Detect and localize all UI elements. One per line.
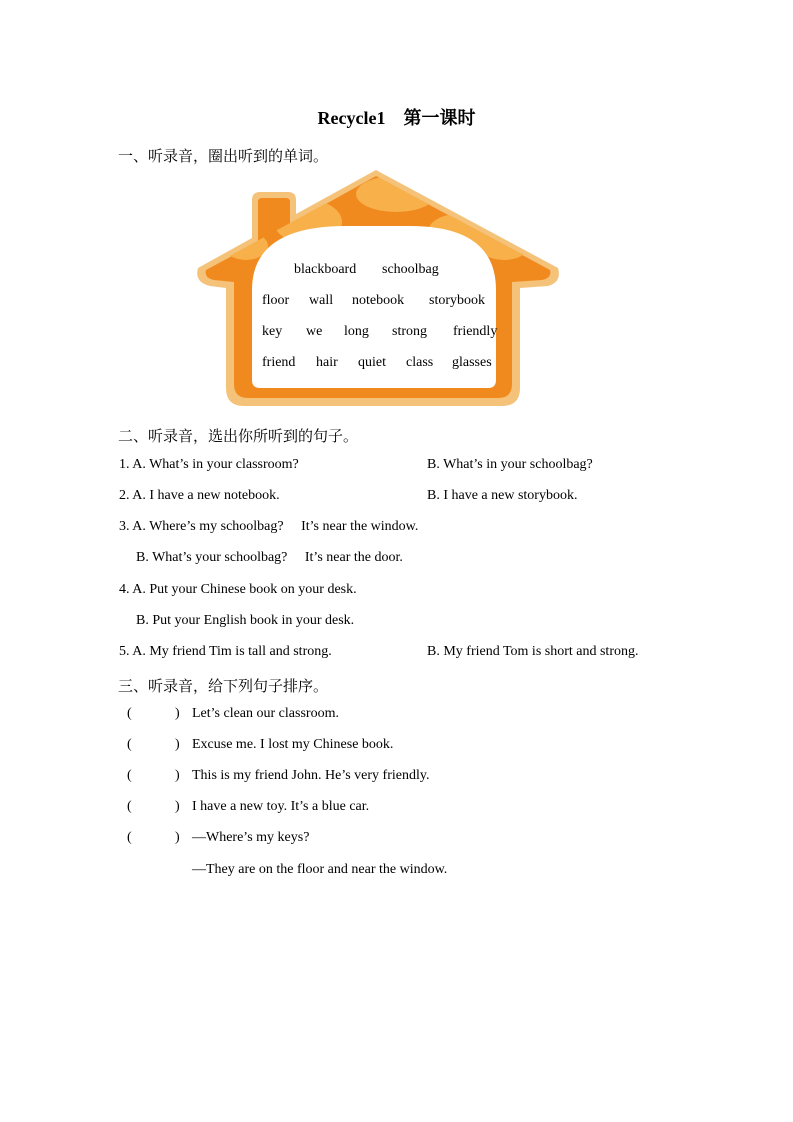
section1-heading: 一、听录音，圈出听到的单词。 — [118, 149, 329, 165]
word[interactable]: glasses — [452, 355, 492, 370]
section2-heading: 二、听录音，选出你所听到的句子。 — [118, 429, 359, 445]
q3-option-a[interactable]: 3. A. Where’s my schoolbag? It’s near the window. — [119, 519, 419, 534]
q2-option-b[interactable]: B. I have a new storybook. — [427, 488, 578, 503]
order-blank[interactable]: ( ) — [127, 737, 180, 752]
q5-option-a[interactable]: 5. A. My friend Tim is tall and strong. — [119, 644, 332, 659]
q2-option-a[interactable]: 2. A. I have a new notebook. — [119, 488, 280, 503]
order-sentence-reply: —They are on the floor and near the window. — [192, 862, 448, 877]
section3-heading: 三、听录音，给下列句子排序。 — [118, 679, 329, 695]
q4-option-a[interactable]: 4. A. Put your Chinese book on your desk. — [119, 582, 357, 597]
word[interactable]: class — [406, 355, 434, 370]
order-sentence: Let’s clean our classroom. — [192, 706, 339, 721]
order-blank[interactable]: ( ) — [127, 706, 180, 721]
word[interactable]: floor — [262, 293, 290, 308]
word[interactable]: long — [344, 324, 369, 339]
q1-option-b[interactable]: B. What’s in your schoolbag? — [427, 457, 593, 472]
order-blank[interactable]: ( ) — [127, 799, 180, 814]
word[interactable]: schoolbag — [382, 262, 439, 277]
word[interactable]: blackboard — [294, 262, 357, 277]
order-sentence: I have a new toy. It’s a blue car. — [192, 799, 370, 814]
word[interactable]: notebook — [352, 293, 405, 308]
order-sentence: This is my friend John. He’s very friendly. — [192, 768, 430, 783]
word[interactable]: friend — [262, 355, 296, 370]
word[interactable]: strong — [392, 324, 427, 339]
word[interactable]: key — [262, 324, 283, 339]
page-title: Recycle1 第一课时 — [317, 108, 476, 128]
q5-option-b[interactable]: B. My friend Tom is short and strong. — [427, 644, 639, 659]
word[interactable]: we — [306, 324, 323, 339]
order-sentence: —Where’s my keys? — [192, 830, 310, 845]
order-blank[interactable]: ( ) — [127, 768, 180, 783]
q1-option-a[interactable]: 1. A. What’s in your classroom? — [119, 457, 299, 472]
q4-option-b[interactable]: B. Put your English book in your desk. — [136, 613, 355, 628]
order-sentence: Excuse me. I lost my Chinese book. — [192, 737, 394, 752]
q3-option-b[interactable]: B. What’s your schoolbag? It’s near the door. — [136, 550, 403, 565]
word[interactable]: quiet — [358, 355, 386, 370]
word[interactable]: friendly — [453, 324, 498, 339]
word[interactable]: storybook — [429, 293, 485, 308]
word[interactable]: wall — [309, 293, 334, 308]
order-blank[interactable]: ( ) — [127, 830, 180, 845]
word[interactable]: hair — [316, 355, 338, 370]
word-house — [196, 170, 564, 406]
